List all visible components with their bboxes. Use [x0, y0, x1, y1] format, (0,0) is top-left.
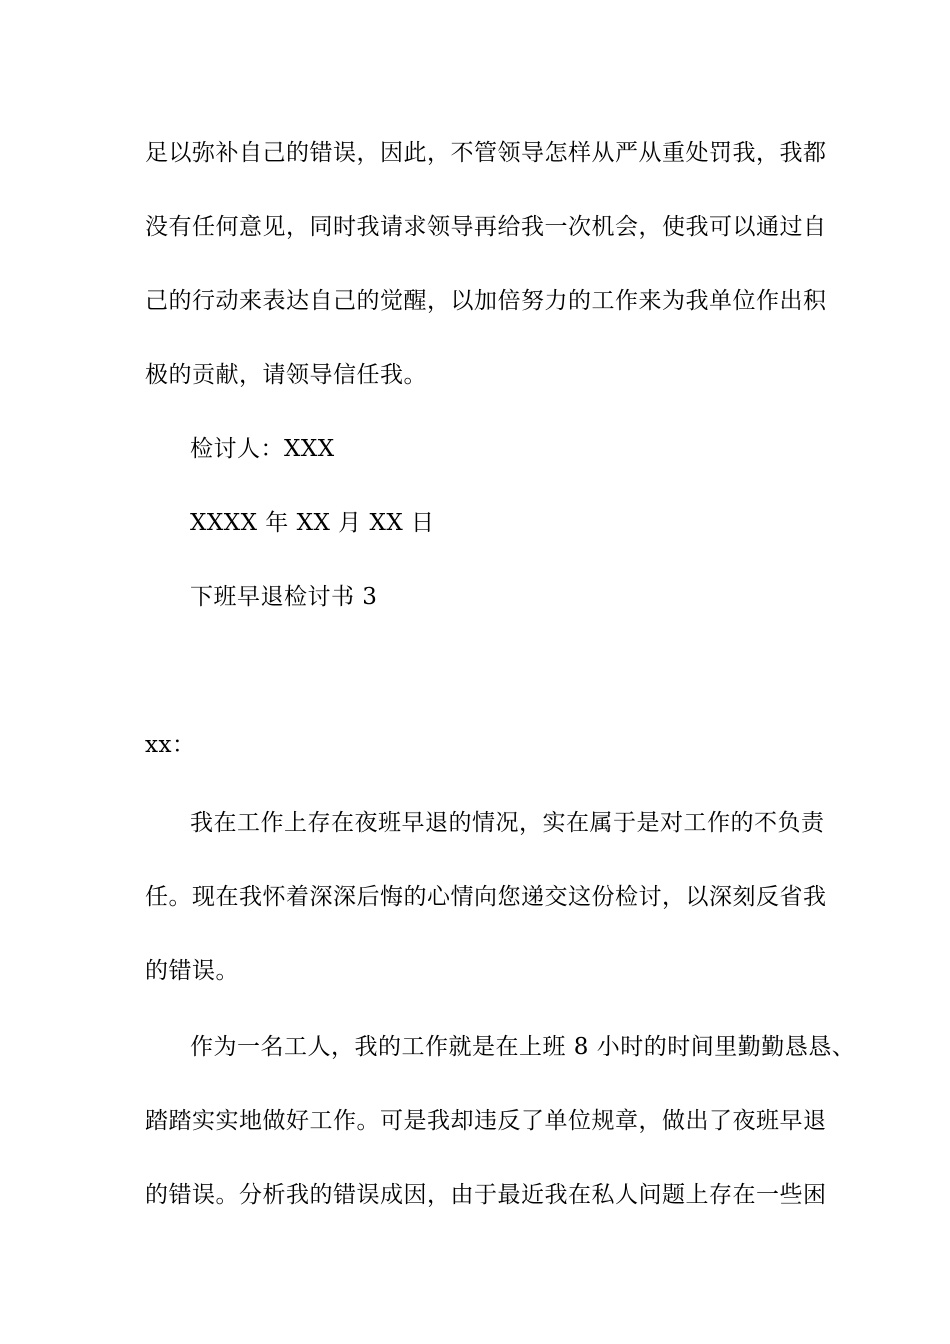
body-text-line: 的错误。分析我的错误成因，由于最近我在私人问题上存在一些困: [145, 1182, 827, 1208]
body-text-line: 足以弥补自己的错误，因此，不管领导怎样从严从重处罚我，我都: [145, 140, 827, 166]
body-text-line: 没有任何意见，同时我请求领导再给我一次机会，使我可以通过自: [145, 214, 827, 240]
signature-line: 检讨人：XXX: [190, 436, 335, 462]
body-text-line: 的错误。: [145, 958, 239, 984]
body-text-line: 极的贡献，请领导信任我。: [145, 362, 427, 388]
body-text-line: 作为一名工人，我的工作就是在上班 8 小时的时间里勤勤恳恳、: [190, 1034, 856, 1060]
body-text-line: 我在工作上存在夜班早退的情况，实在属于是对工作的不负责: [190, 810, 825, 836]
body-text-line: 己的行动来表达自己的觉醒，以加倍努力的工作来为我单位作出积: [145, 288, 827, 314]
salutation: xx：: [145, 732, 196, 758]
body-text-line: 任。现在我怀着深深后悔的心情向您递交这份检讨，以深刻反省我: [145, 884, 827, 910]
date-line: XXXX 年 XX 月 XX 日: [190, 510, 435, 536]
section-title: 下班早退检讨书 3: [190, 584, 378, 610]
body-text-line: 踏踏实实地做好工作。可是我却违反了单位规章，做出了夜班早退: [145, 1108, 827, 1134]
